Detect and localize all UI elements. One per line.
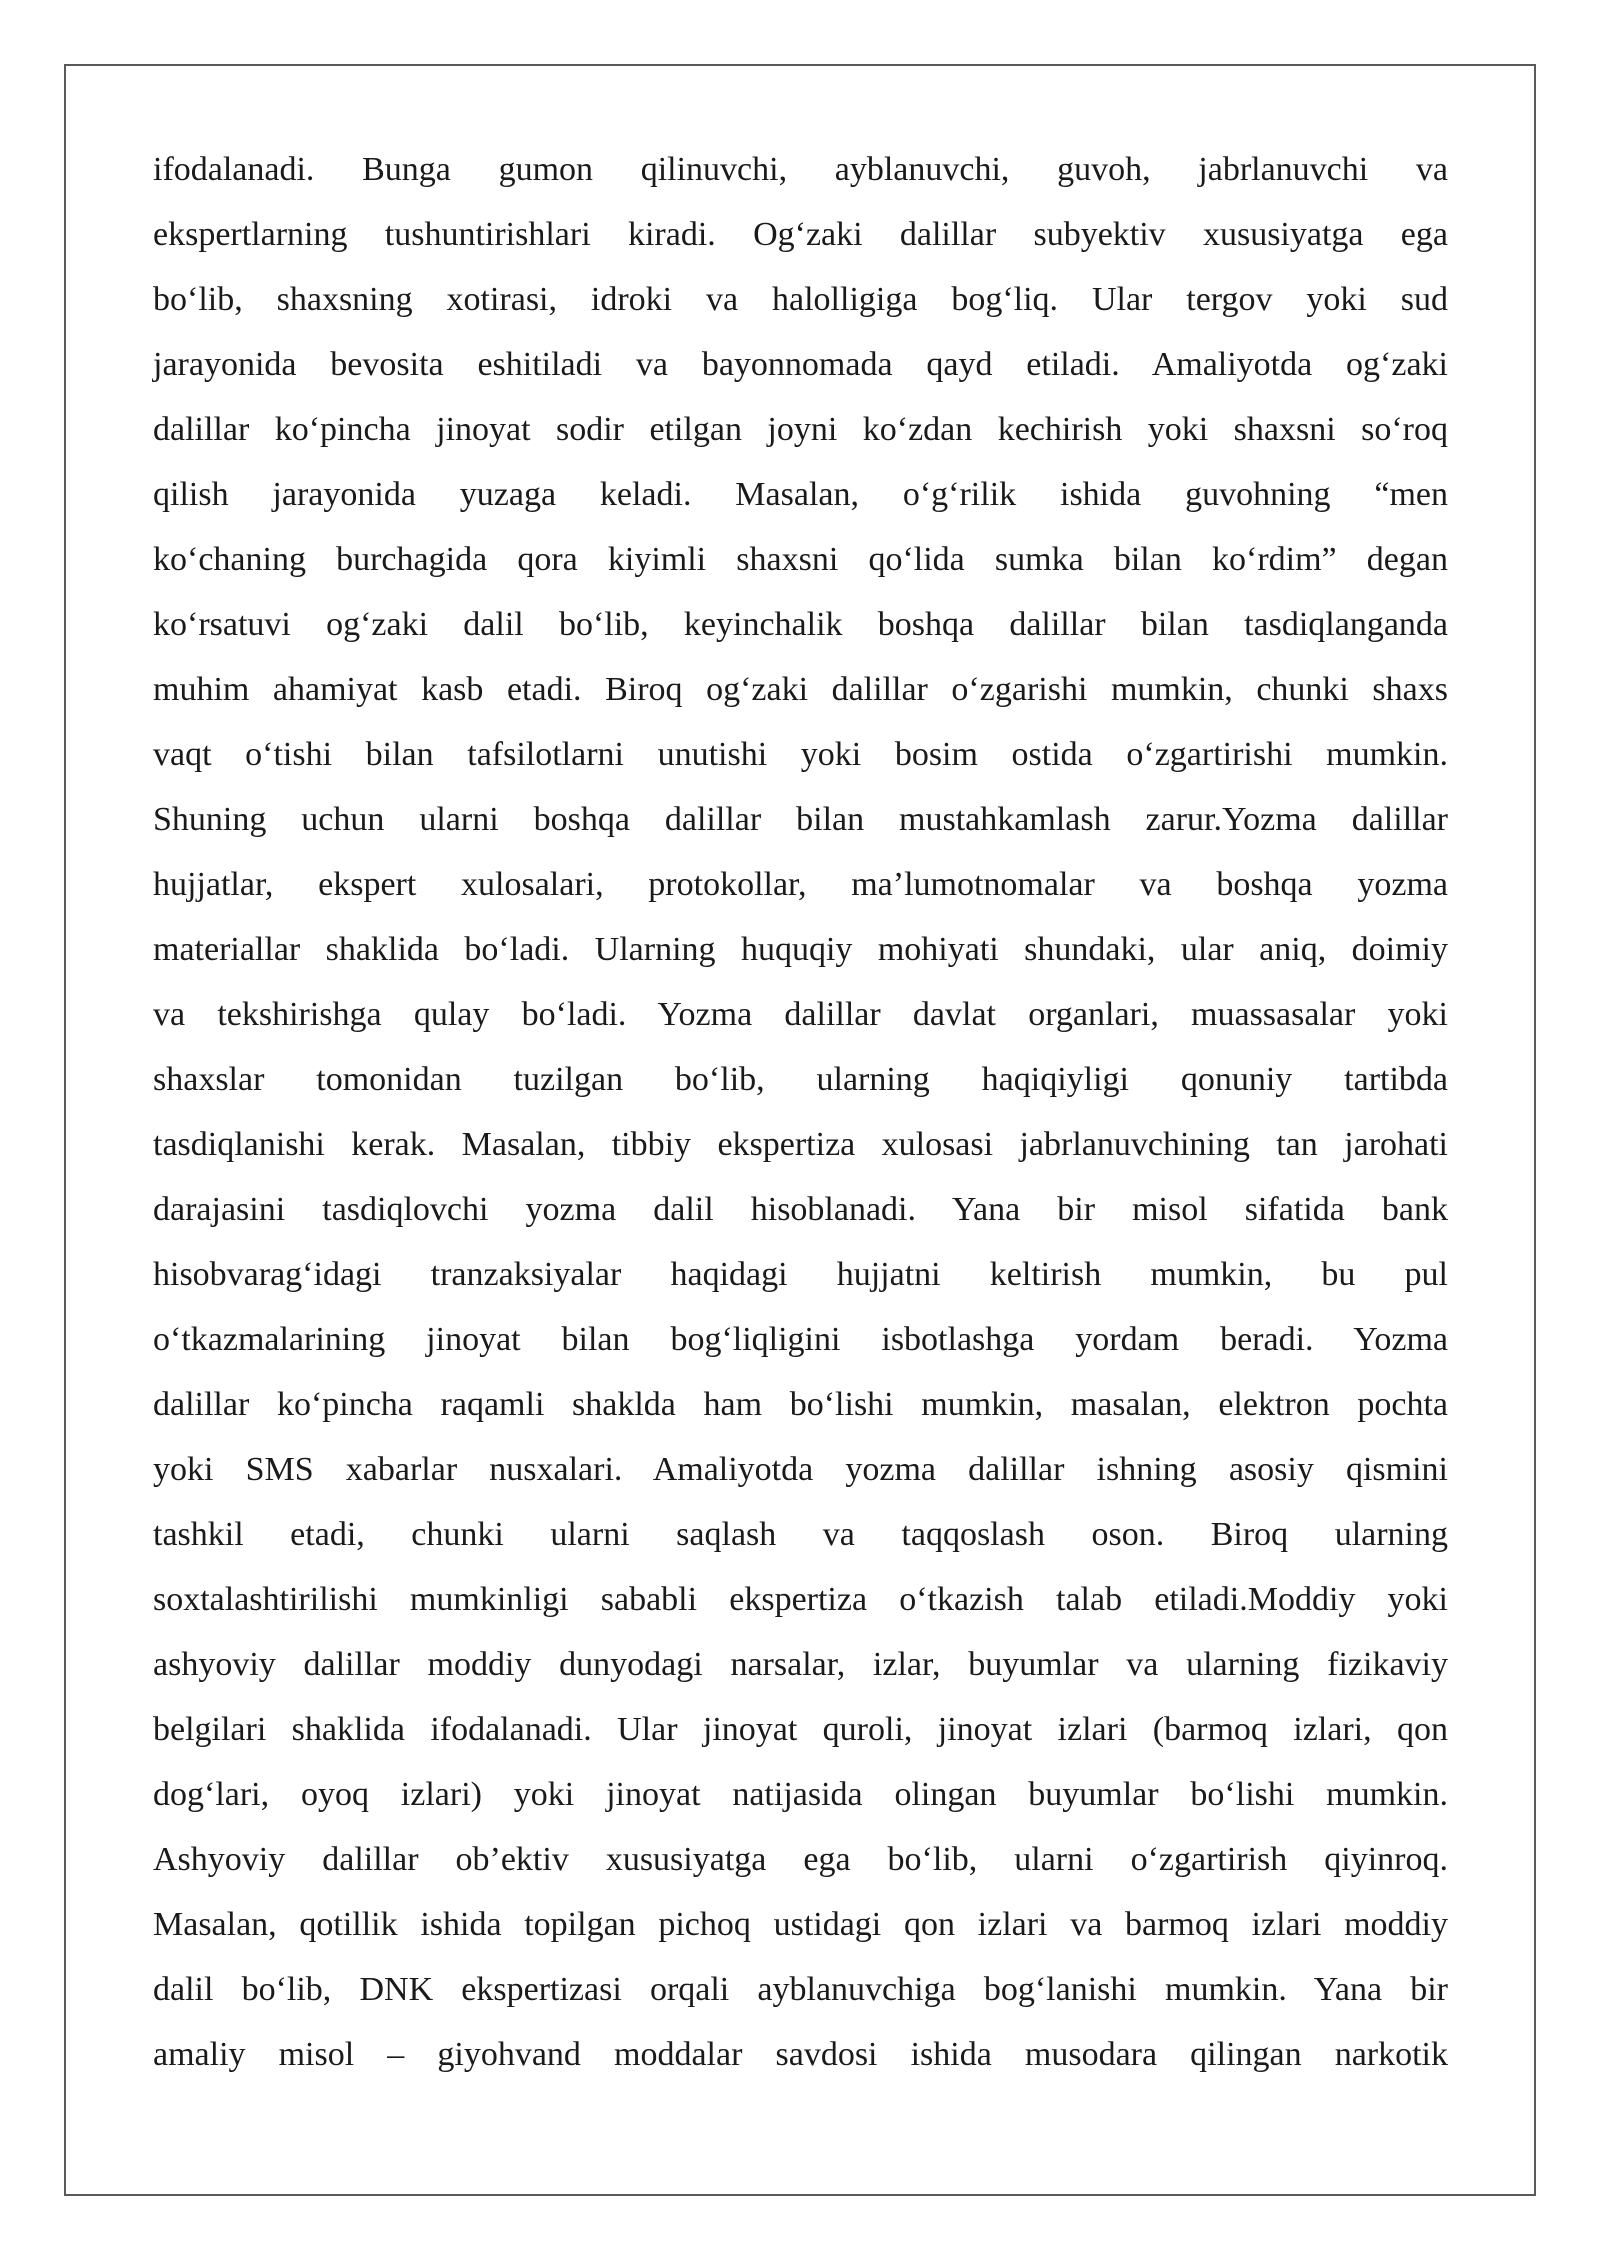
text-line: hujjatlar, ekspert xulosalari, protokollar, ma’lumotnomalar va boshqa yozma	[153, 866, 1448, 903]
text-line: ifodalanadi. Bunga gumon qilinuvchi, ayblanuvchi, guvoh, jabrlanuvchi va	[153, 151, 1448, 188]
text-line: ekspertlarning tushuntirishlari kiradi. Og‘zaki dalillar subyektiv xususiyatga ega	[153, 216, 1448, 253]
text-line: yoki SMS xabarlar nusxalari. Amaliyotda yozma dalillar ishning asosiy qismini	[153, 1451, 1448, 1488]
text-line: Ashyoviy dalillar ob’ektiv xususiyatga ega bo‘lib, ularni o‘zgartirish qiyinroq.	[153, 1841, 1448, 1878]
text-line: qilish jarayonida yuzaga keladi. Masalan, o‘g‘rilik ishida guvohning “men	[153, 476, 1448, 513]
text-line: jarayonida bevosita eshitiladi va bayonnomada qayd etiladi. Amaliyotda og‘zaki	[153, 346, 1448, 383]
text-line: dalil bo‘lib, DNK ekspertizasi orqali ayblanuvchiga bog‘lanishi mumkin. Yana bir	[153, 1971, 1448, 2008]
text-line: dalillar ko‘pincha jinoyat sodir etilgan joyni ko‘zdan kechirish yoki shaxsni so‘roq	[153, 411, 1448, 448]
text-line: Shuning uchun ularni boshqa dalillar bilan mustahkamlash zarur.Yozma dalillar	[153, 801, 1448, 838]
text-line: ko‘rsatuvi og‘zaki dalil bo‘lib, keyinchalik boshqa dalillar bilan tasdiqlanganda	[153, 606, 1448, 643]
text-line: dalillar ko‘pincha raqamli shaklda ham bo‘lishi mumkin, masalan, elektron pochta	[153, 1386, 1448, 1423]
text-line: dog‘lari, oyoq izlari) yoki jinoyat natijasida olingan buyumlar bo‘lishi mumkin.	[153, 1776, 1448, 1813]
text-line: ashyoviy dalillar moddiy dunyodagi narsalar, izlar, buyumlar va ularning fizikaviy	[153, 1646, 1448, 1683]
text-line: amaliy misol – giyohvand moddalar savdosi ishida musodara qilingan narkotik	[153, 2036, 1448, 2073]
text-line: materiallar shaklida bo‘ladi. Ularning huquqiy mohiyati shundaki, ular aniq, doimiy	[153, 931, 1448, 968]
text-line: belgilari shaklida ifodalanadi. Ular jinoyat quroli, jinoyat izlari (barmoq izlari, qon	[153, 1711, 1448, 1748]
text-line: va tekshirishga qulay bo‘ladi. Yozma dalillar davlat organlari, muassasalar yoki	[153, 996, 1448, 1033]
text-line: muhim ahamiyat kasb etadi. Biroq og‘zaki dalillar o‘zgarishi mumkin, chunki shaxs	[153, 671, 1448, 708]
text-line: ko‘chaning burchagida qora kiyimli shaxsni qo‘lida sumka bilan ko‘rdim” degan	[153, 541, 1448, 578]
text-line: tasdiqlanishi kerak. Masalan, tibbiy ekspertiza xulosasi jabrlanuvchining tan jarohati	[153, 1126, 1448, 1163]
text-line: o‘tkazmalarining jinoyat bilan bog‘liqligini isbotlashga yordam beradi. Yozma	[153, 1321, 1448, 1358]
text-line: darajasini tasdiqlovchi yozma dalil hisoblanadi. Yana bir misol sifatida bank	[153, 1191, 1448, 1228]
text-line: bo‘lib, shaxsning xotirasi, idroki va halolligiga bog‘liq. Ular tergov yoki sud	[153, 281, 1448, 318]
text-line: vaqt o‘tishi bilan tafsilotlarni unutishi yoki bosim ostida o‘zgartirishi mumkin.	[153, 736, 1448, 773]
text-line: soxtalashtirilishi mumkinligi sababli ekspertiza o‘tkazish talab etiladi.Moddiy yoki	[153, 1581, 1448, 1618]
text-line: tashkil etadi, chunki ularni saqlash va taqqoslash oson. Biroq ularning	[153, 1516, 1448, 1553]
text-line: shaxslar tomonidan tuzilgan bo‘lib, ularning haqiqiyligi qonuniy tartibda	[153, 1061, 1448, 1098]
text-line: hisobvarag‘idagi tranzaksiyalar haqidagi hujjatni keltirish mumkin, bu pul	[153, 1256, 1448, 1293]
text-line: Masalan, qotillik ishida topilgan pichoq ustidagi qon izlari va barmoq izlari moddiy	[153, 1906, 1448, 1943]
